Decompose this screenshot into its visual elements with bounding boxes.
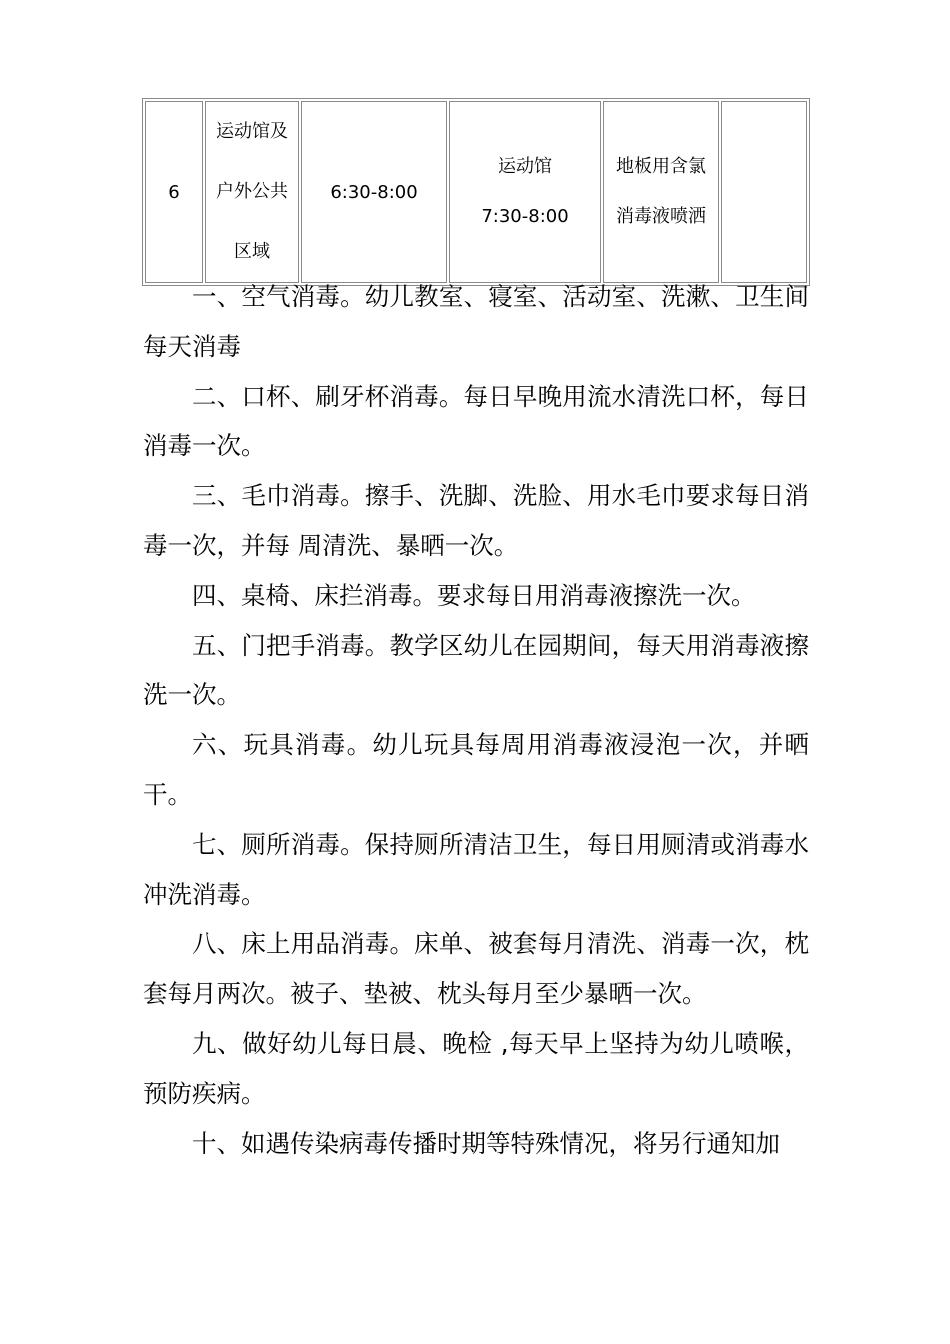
cell-gym-time [449,101,601,283]
gym-time-line: 运动馆 [498,156,552,177]
cell-area [205,101,299,283]
area-line: 区域 [234,241,270,262]
disinfection-rules [143,272,809,1168]
cell-time: 6:30-8:00 [301,101,447,283]
cell-method [603,101,719,283]
gym-time-line: 7:30-8:00 [481,206,569,227]
area-line: 户外公共 [216,181,288,202]
rule-paragraph: 十、如遇传染病毒传播时期等特殊情况，将另行通知加 [192,1128,780,1158]
rule-paragraph: 二、口杯、刷牙杯消毒。每日早晚用流水清洗口杯，每日消毒一次。 [143,381,809,461]
method-line: 消毒液喷洒 [616,206,706,227]
rule-paragraph: 四、桌椅、床拦消毒。要求每日用消毒液擦洗一次。 [192,580,756,610]
table-row [145,101,807,283]
cell-blank [721,101,807,283]
rule-paragraph: 五、门把手消毒。教学区幼儿在园期间，每天用消毒液擦洗一次。 [143,630,809,710]
area-line: 运动馆及 [216,121,288,142]
rule-paragraph: 七、厕所消毒。保持厕所清洁卫生，每日用厕清或消毒水冲洗消毒。 [143,829,809,909]
disinfection-schedule-table [142,98,810,286]
rule-paragraph: 六、玩具消毒。幼儿玩具每周用消毒液浸泡一次，并晒干。 [143,730,809,809]
rule-paragraph: 九、做好幼儿每日晨、晚检 ,每天早上坚持为幼儿喷喉，预防疾病。 [143,1028,809,1108]
rule-paragraph: 八、床上用品消毒。床单、被套每月清洗、消毒一次，枕套每月两次。被子、垫被、枕头每月至少暴晒一次。 [143,929,809,1009]
rule-paragraph: 一、空气消毒。幼儿教室、寝室、活动室、洗漱、卫生间每天消毒 [143,282,809,361]
cell-number: 6 [145,101,203,283]
method-line: 地板用含氯 [616,156,706,177]
rule-paragraph: 三、毛巾消毒。擦手、洗脚、洗脸、用水毛巾要求每日消毒一次，并每 周清洗、暴晒一次。 [143,481,809,560]
